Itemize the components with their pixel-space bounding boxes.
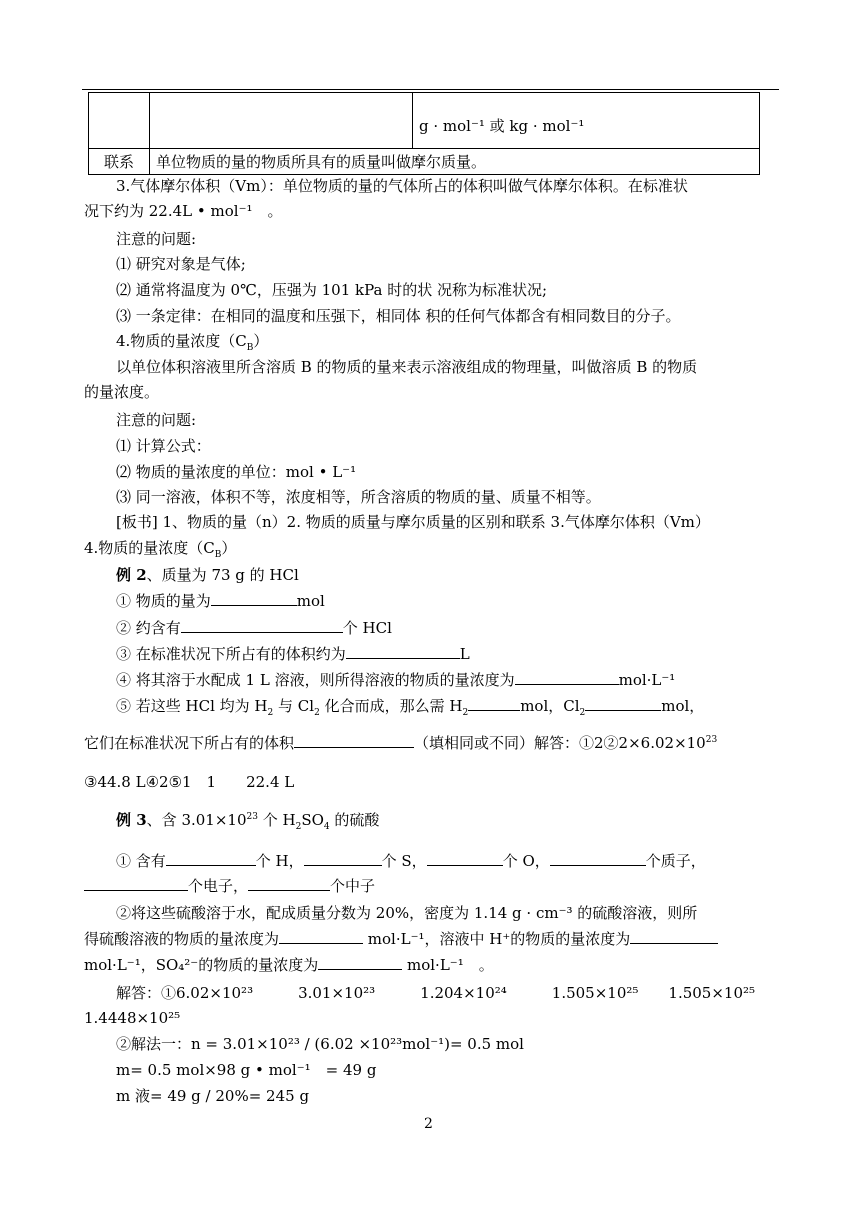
solution-line: m 液= 49 g / 20%= 245 g — [116, 1087, 310, 1105]
relation-text: 单位物质的量的物质所具有的质量叫做摩尔质量。 — [150, 149, 760, 175]
example-3-q5: mol·L⁻¹，SO₄²⁻的物质的量浓度为 mol·L⁻¹ 。 — [84, 956, 494, 974]
board-notes-end: 4.物质的量浓度$(C_B)$ — [84, 539, 237, 560]
relation-label: 联系 — [89, 149, 150, 175]
note-item: ⑶ 一条定律：在相同的温度和压强下，相同体 积的任何气体都含有相同数目的分子。 — [116, 307, 681, 325]
example-2-q4: ④ 将其溶于水配成 1 L 溶液，则所得溶液的物质的量浓度为 mol·L⁻¹ — [116, 671, 676, 689]
note-item: ⑴ 研究对象是气体; — [116, 255, 246, 273]
example-3-q1: ① 含有 个 H， 个 S， 个 O， 个质子， — [116, 852, 706, 870]
molar-volume-definition: 3.气体摩尔体积（Vm）：单位物质的量的气体所占的体积叫做气体摩尔体积。在标准状 — [116, 177, 688, 195]
example-3-q2: 个电子， 个中子 — [84, 876, 375, 896]
notes-heading: 注意的问题: — [116, 230, 197, 248]
concentration-definition-end: 的量浓度。 — [84, 383, 160, 401]
solution-line: ②解法一：n = 3.01×10²³ / (6.02 ×10²³mol⁻¹)= 0.5 mol — [116, 1035, 524, 1053]
board-notes: [板书] 1、物质的量（n）2. 物质的质量与摩尔质量的区别和联系 3.气体摩尔体积（Vm） — [116, 513, 710, 531]
table-cell-empty — [150, 93, 413, 149]
notes-heading: 注意的问题: — [116, 411, 197, 429]
example-2-q1: ① 物质的量为 mol — [116, 592, 325, 610]
example-3-title: 例 3、含 $3.01\times 10^{23}$ 个 $H_2SO_4$ 的硫酸 — [116, 811, 380, 832]
solution-line: m= 0.5 mol×98 g • mol⁻¹ = 49 g — [116, 1061, 377, 1079]
example-3-answer: 解答：①6.02×10²³ 3.01×10²³ 1.204×10²⁴ 1.505×10²⁵ 1.505×10²⁵ — [116, 984, 756, 1002]
note-item: ⑵ 通常将温度为 0℃，压强为 101 kPa 时的状 况称为标准状况; — [116, 281, 548, 299]
note-item: ⑵ 物质的量浓度的单位：mol • L⁻¹ — [116, 463, 357, 481]
header-rule — [82, 89, 779, 90]
example-3-q4: 得硫酸溶液的物质的量浓度为 mol·L⁻¹，溶液中 H⁺的物质的量浓度为 — [84, 929, 718, 949]
section-heading: 4.物质的量浓度$(C_B)$ — [116, 332, 269, 353]
table-cell-empty — [89, 93, 150, 149]
example-2-q2: ② 约含有 个 HCl — [116, 619, 392, 637]
concentration-definition: 以单位体积溶液里所含溶质 B 的物质的量来表示溶液组成的物理量，叫做溶质 B 的物质 — [116, 358, 698, 376]
molar-mass-unit-cell: g · mol⁻¹ 或 kg · mol⁻¹ — [413, 93, 760, 149]
note-item: ⑶ 同一溶液，体积不等，浓度相等，所含溶质的物质的量、质量不相等。 — [116, 488, 601, 506]
page-number: 2 — [424, 1116, 433, 1132]
comparison-table — [88, 92, 760, 175]
example-2-title: 例 2、质量为 73 g 的 HCl — [116, 566, 299, 584]
note-item: ⑴ 计算公式： — [116, 437, 211, 455]
example-2-q3: ③ 在标准状况下所占有的体积约为 L — [116, 645, 470, 663]
molar-volume-value: 况下约为 22.4L • mol⁻¹ 。 — [84, 202, 283, 220]
example-2-q5: ⑤ 若这些 HCl 均为 $H_2$ 与 $Cl_2$ 化合而成，那么需 $H_2$ mol，$Cl_2$ mol， — [116, 697, 705, 718]
example-3-answer-end: 1.4448×10²⁵ — [84, 1009, 181, 1027]
example-2-answer: ③44.8 L④2⑤1 1 22.4 L — [84, 773, 295, 791]
example-3-q3: ②将这些硫酸溶于水，配成质量分数为 20%，密度为 1.14 g · cm⁻³ 的硫酸溶液，则所 — [116, 904, 698, 922]
example-2-q6: 它们在标准状况下所占有的体积 （填相同或不同）解答：$①2②2\times 6.02\times 10^{23}$ — [84, 734, 718, 752]
